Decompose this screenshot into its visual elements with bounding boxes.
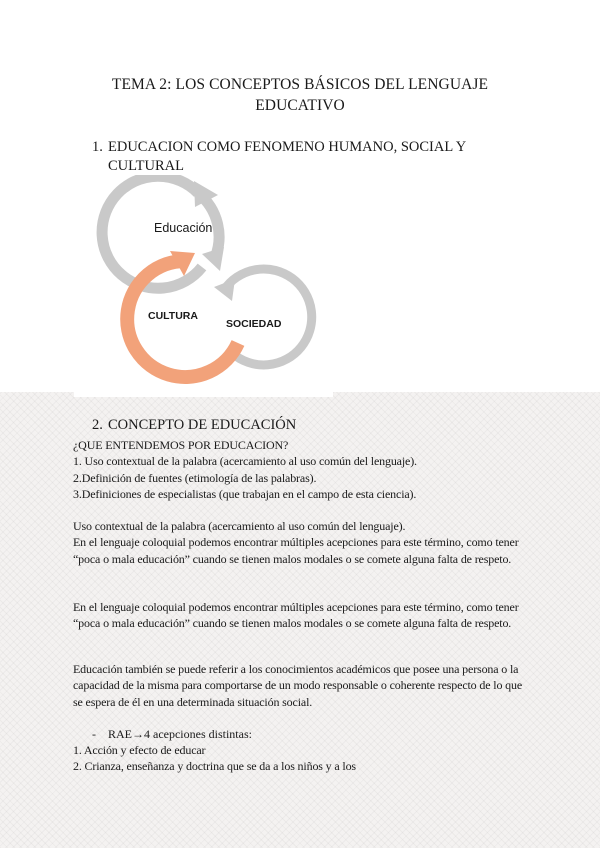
bullet-dash: - — [92, 727, 96, 741]
label-sociedad: SOCIEDAD — [226, 318, 282, 330]
rae-bullet — [92, 726, 252, 742]
paragraph-3-body: Educación también se puede referir a los conocimientos académicos que posee una persona o la capacidad de la misma para comportarse de un modo responsable o coherente respecto de lo que se espera de él en una determinada situación social. — [73, 662, 523, 709]
section-2-text: CONCEPTO DE EDUCACIÓN — [108, 417, 297, 433]
question-block — [73, 437, 533, 502]
section-2-number: 2. — [92, 417, 103, 433]
section-1-heading — [92, 138, 492, 176]
paragraph-1-body: En el lenguaje coloquial podemos encontrar múltiples acepciones para este término, como tener “poca o mala educación” cuando se tienen malos modales o se comete alguna falta de respeto. — [73, 535, 519, 566]
paragraph-3 — [73, 661, 533, 710]
section-1-text: EDUCACION COMO FENOMENO HUMANO, SOCIAL Y CULTURAL — [108, 139, 466, 174]
list-item: 3.Definiciones de especialistas (que trabajan en el campo de esta ciencia). — [73, 486, 417, 501]
paragraph-1 — [73, 518, 533, 567]
paragraph-2 — [73, 599, 533, 632]
list-item: 1. Uso contextual de la palabra (acercamiento al uso común del lenguaje). — [73, 454, 417, 469]
paragraph-2-body: En el lenguaje coloquial podemos encontrar múltiples acepciones para este término, como tener “poca o mala educación” cuando se tienen malos modales o se comete alguna falta de respeto. — [73, 600, 519, 631]
section-2-heading — [92, 416, 492, 435]
list-item: 2. Crianza, enseñanza y doctrina que se da a los niños y a los — [73, 759, 356, 774]
rae-bullet-text: RAE→4 acepciones distintas: — [108, 727, 252, 741]
section-1-number: 1. — [92, 139, 103, 155]
document-title: TEMA 2: LOS CONCEPTOS BÁSICOS DEL LENGUAJE EDUCATIVO — [111, 76, 489, 114]
paragraph-1-first-line: Uso contextual de la palabra (acercamiento al uso común del lenguaje). — [73, 519, 406, 533]
rae-list — [73, 742, 533, 775]
culture-society-diagram — [74, 175, 333, 397]
label-educacion: Educación — [154, 221, 213, 235]
list-item: 1. Acción y efecto de educar — [73, 743, 206, 757]
diagram-graphic — [74, 175, 333, 397]
question-heading: ¿QUE ENTENDEMOS POR EDUCACION? — [73, 438, 289, 452]
list-item: 2.Definición de fuentes (etimología de las palabras). — [73, 470, 317, 485]
label-cultura: CULTURA — [148, 310, 198, 322]
